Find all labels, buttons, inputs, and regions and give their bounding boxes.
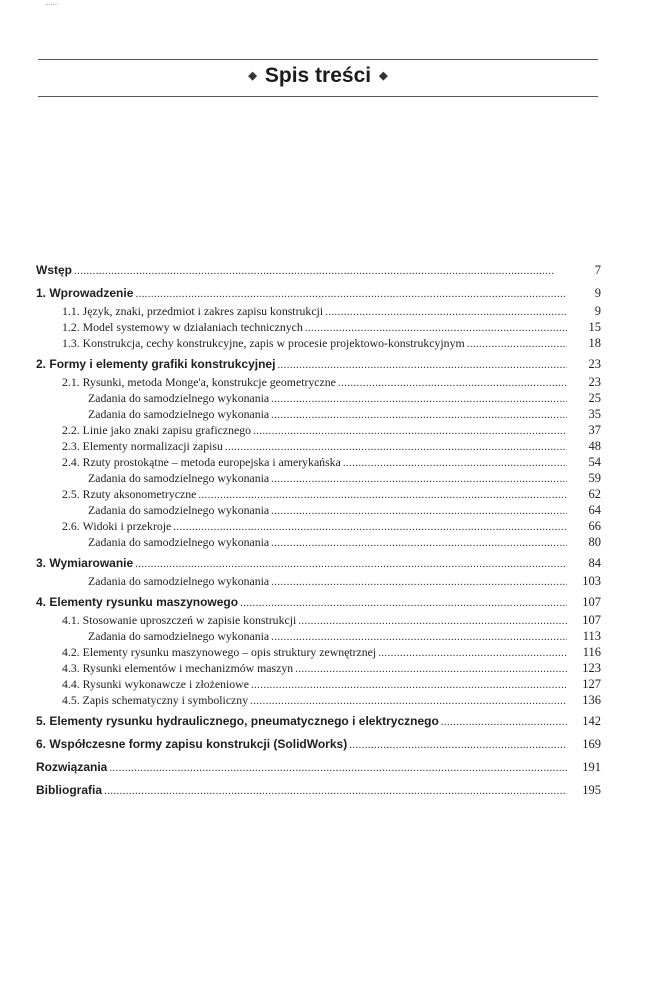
dot-leader: [378, 645, 567, 661]
toc-entry-page: 84: [588, 556, 601, 570]
toc-entry-title: Konstrukcja, cechy konstrukcyjne, zapis w procesie projektowo-konstrukcyjnym: [82, 336, 465, 350]
page-title: [38, 61, 598, 91]
toc-entry-number: 3.: [36, 556, 47, 570]
dot-leader: [441, 712, 567, 732]
dot-leader: [271, 391, 567, 407]
dot-leader: [251, 677, 567, 693]
dot-leader: [253, 423, 567, 439]
toc-entry-title: Zapis schematyczny i symboliczny: [82, 693, 249, 707]
toc-entry-title: Rysunki elementów i mechanizmów maszyn: [82, 661, 294, 675]
toc-entry-number: 4.2.: [62, 645, 80, 659]
toc-entry: [36, 335, 601, 351]
toc-entry-page: 54: [588, 455, 601, 469]
toc-entry-number: 1.3.: [62, 336, 80, 350]
toc-entry: [36, 592, 601, 612]
dot-leader: [109, 758, 567, 778]
toc-entry: [36, 374, 601, 390]
toc-entry: [36, 283, 601, 303]
toc-entry-title: Model systemowy w działaniach technicznych: [82, 320, 303, 334]
toc-entry-title: Linie jako znaki zapisu graficznego: [82, 423, 252, 437]
dot-leader: [325, 304, 567, 320]
toc-entry-title: Język, znaki, przedmiot i zakres zapisu konstrukcji: [82, 304, 324, 318]
toc-entry-page: 23: [588, 375, 601, 389]
toc-entry-title: Wprowadzenie: [49, 286, 134, 300]
toc-entry-title: Zadania do samodzielnego wykonania: [88, 391, 270, 405]
toc-entry-title: Zadania do samodzielnego wykonania: [88, 535, 270, 549]
toc-entry: [36, 390, 601, 406]
toc-entry: [36, 354, 601, 374]
toc-entry: [36, 757, 601, 777]
toc-entry-title: Zadania do samodzielnego wykonania: [88, 407, 270, 421]
toc-entry: [36, 553, 601, 573]
toc-entry-page: 37: [588, 423, 601, 437]
dot-leader: [338, 375, 567, 391]
toc-entry-title: Elementy normalizacji zapisu: [82, 439, 223, 453]
toc-entry-number: 4.5.: [62, 693, 80, 707]
diamond-icon: ◆: [248, 70, 257, 82]
dot-leader: [173, 519, 567, 535]
dot-leader: [277, 355, 567, 375]
toc-entry-page: 123: [582, 661, 601, 675]
toc-entry: [36, 303, 601, 319]
dot-leader: [225, 439, 567, 455]
dot-leader: [250, 693, 567, 709]
toc-entry: [36, 319, 601, 335]
toc-entry: [36, 734, 601, 754]
title-text: Spis treści: [264, 64, 372, 87]
dot-leader: [135, 284, 567, 304]
toc-entry-number: 1.2.: [62, 320, 80, 334]
toc-entry-page: 116: [582, 645, 601, 659]
toc-entry: [36, 534, 601, 550]
dot-leader: [271, 471, 567, 487]
toc-entry: [36, 422, 601, 438]
dot-leader: [271, 574, 567, 590]
toc-entry: [36, 502, 601, 518]
dot-leader: [467, 336, 567, 352]
dot-leader: [104, 781, 567, 801]
toc-entry: [36, 573, 601, 589]
toc-entry-page: 9: [594, 286, 601, 300]
dot-leader: [349, 735, 567, 755]
toc-entry-title: Wymiarowanie: [49, 556, 134, 570]
toc-entry-number: 2.1.: [62, 375, 80, 389]
dot-leader: [135, 554, 567, 574]
toc-entry: [36, 628, 601, 644]
toc-entry-page: 9: [594, 304, 601, 318]
toc-entry: [36, 260, 601, 280]
toc-entry-number: 1.1.: [62, 304, 80, 318]
toc-entry-title: Zadania do samodzielnego wykonania: [88, 574, 270, 588]
toc-entry-page: 191: [582, 760, 601, 774]
toc-entry-page: 142: [582, 714, 601, 728]
toc-entry: [36, 486, 601, 502]
toc-entry-title: Bibliografia: [36, 783, 103, 797]
toc-entry-page: 62: [588, 487, 601, 501]
scan-mark: [46, 4, 58, 8]
toc-entry-number: 2.4.: [62, 455, 80, 469]
toc-entry-number: 6.: [36, 737, 47, 751]
toc-entry-page: 107: [582, 595, 601, 609]
dot-leader: [295, 661, 567, 677]
toc-entry-page: 15: [588, 320, 601, 334]
toc-entry: [36, 676, 601, 692]
toc-entry-title: Elementy rysunku maszynowego: [49, 595, 239, 609]
toc-entry-number: 2.: [36, 357, 47, 371]
toc-entry-number: 4.1.: [62, 613, 80, 627]
toc-entry-title: Formy i elementy grafiki konstrukcyjnej: [49, 357, 276, 371]
toc-entry-page: 113: [582, 629, 601, 643]
toc-entry-page: 103: [582, 574, 601, 588]
toc-entry: [36, 780, 601, 800]
toc-entry-number: 5.: [36, 714, 47, 728]
toc-entry-title: Rzuty prostokątne – metoda europejska i amerykańska: [82, 455, 341, 469]
toc-entry-title: Rozwiązania: [36, 760, 108, 774]
dot-leader: [298, 613, 567, 629]
toc-entry-title: Wstęp: [36, 263, 72, 277]
toc-entry-page: 80: [588, 535, 601, 549]
toc-entry-page: 48: [588, 439, 601, 453]
toc-entry-page: 18: [588, 336, 601, 350]
toc-entry-title: Współczesne formy zapisu konstrukcji (SolidWorks): [49, 737, 348, 751]
toc-entry-number: 2.3.: [62, 439, 80, 453]
toc-entry-title: Zadania do samodzielnego wykonania: [88, 629, 270, 643]
dot-leader: [271, 535, 567, 551]
toc-entry-title: Rzuty aksonometryczne: [82, 487, 197, 501]
toc-entry-title: Zadania do samodzielnego wykonania: [88, 471, 270, 485]
toc-entry-number: 2.6.: [62, 519, 80, 533]
toc-entry-title: Widoki i przekroje: [82, 519, 172, 533]
toc-entry-number: 4.: [36, 595, 47, 609]
dot-leader: [343, 455, 567, 471]
toc-entry-page: 64: [588, 503, 601, 517]
toc-entry-number: 1.: [36, 286, 47, 300]
bottom-rule: [38, 96, 598, 97]
toc-entry-page: 7: [594, 263, 601, 277]
toc-entry-number: 4.4.: [62, 677, 80, 691]
toc-entry-page: 23: [588, 357, 601, 371]
toc-entry-page: 136: [582, 693, 601, 707]
diamond-icon: ◆: [379, 70, 388, 82]
toc-entry: [36, 692, 601, 708]
top-rule: [38, 59, 598, 60]
toc-entry-number: 2.5.: [62, 487, 80, 501]
toc-entry: [36, 438, 601, 454]
dot-leader: [271, 629, 567, 645]
toc-entry-title: Stosowanie uproszczeń w zapisie konstrukcji: [82, 613, 297, 627]
toc-entry-page: 66: [588, 519, 601, 533]
dot-leader: [305, 320, 567, 336]
toc-entry-page: 107: [582, 613, 601, 627]
toc-entry: [36, 612, 601, 628]
dot-leader: [271, 503, 567, 519]
toc-entry: [36, 518, 601, 534]
toc-entry-page: 195: [582, 783, 601, 797]
table-of-contents: [36, 260, 601, 800]
toc-entry: [36, 406, 601, 422]
toc-entry-number: 4.3.: [62, 661, 80, 675]
dot-leader: [74, 261, 567, 281]
toc-entry-title: Zadania do samodzielnego wykonania: [88, 503, 270, 517]
toc-entry: [36, 644, 601, 660]
toc-entry-title: Rysunki, metoda Monge'a, konstrukcje geometryczne: [82, 375, 336, 389]
toc-entry-page: 35: [588, 407, 601, 421]
toc-entry-title: Rysunki wykonawcze i złożeniowe: [82, 677, 249, 691]
toc-entry: [36, 711, 601, 731]
toc-entry-page: 169: [582, 737, 601, 751]
toc-entry-page: 25: [588, 391, 601, 405]
toc-entry: [36, 660, 601, 676]
toc-entry-page: 127: [582, 677, 601, 691]
toc-entry-page: 59: [588, 471, 601, 485]
toc-entry-number: 2.2.: [62, 423, 80, 437]
dot-leader: [271, 407, 567, 423]
toc-entry-title: Elementy rysunku maszynowego – opis struktury zewnętrznej: [82, 645, 377, 659]
toc-entry: [36, 454, 601, 470]
dot-leader: [198, 487, 567, 503]
dot-leader: [240, 593, 567, 613]
toc-entry-title: Elementy rysunku hydraulicznego, pneumatycznego i elektrycznego: [49, 714, 439, 728]
toc-entry: [36, 470, 601, 486]
